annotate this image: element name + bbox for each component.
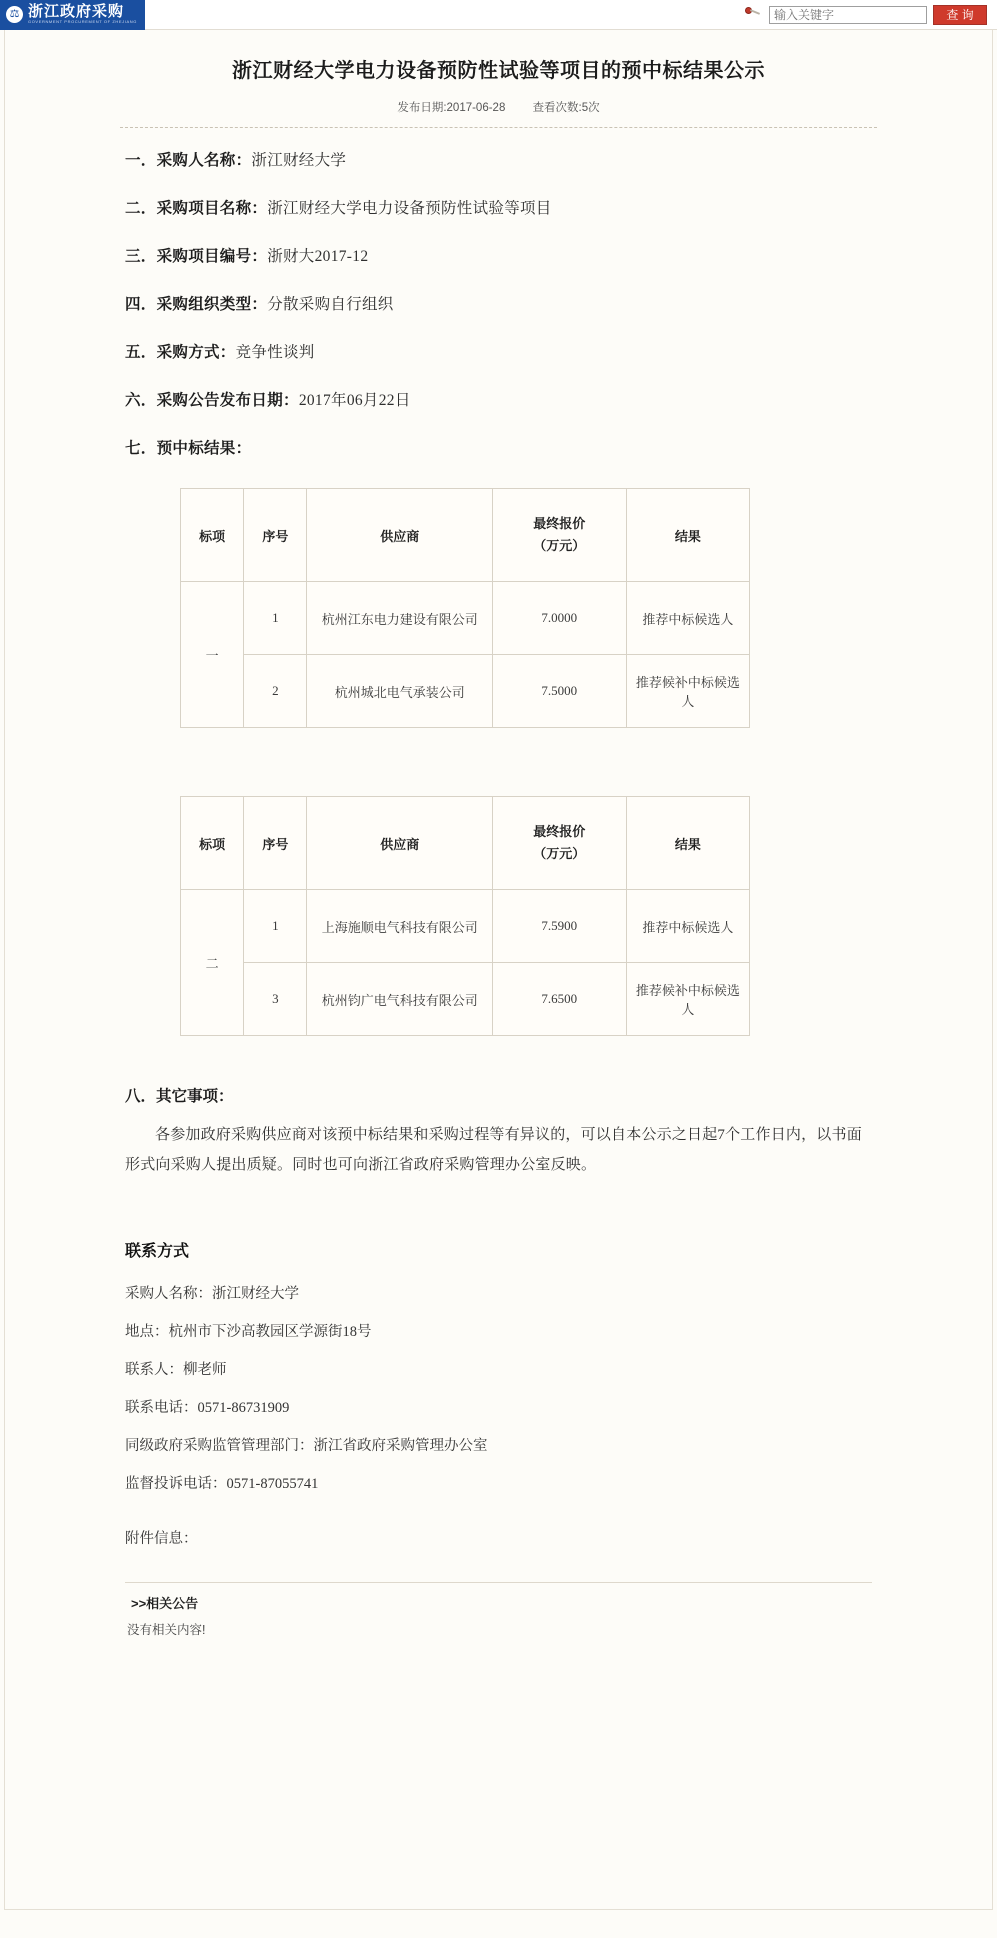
col-header-lot: 标项 (181, 797, 244, 890)
cell-seq: 2 (244, 655, 307, 728)
col-header-result: 结果 (626, 489, 749, 582)
logo-text: 浙江政府采购 (28, 3, 125, 20)
cell-supplier: 杭州钧广电气科技有限公司 (307, 963, 493, 1036)
cell-result: 推荐中标候选人 (626, 890, 749, 963)
other-matters-title: 八．其它事项： (125, 1088, 234, 1105)
col-header-seq: 序号 (244, 797, 307, 890)
list-item (125, 436, 872, 462)
cell-price: 7.6500 (492, 963, 626, 1036)
col-header-price-line1: 最终报价 (533, 516, 586, 531)
item-value: 竞争性谈判 (235, 344, 315, 361)
related-title: >>相关公告 (131, 1596, 199, 1611)
item-value: 浙江财经大学电力设备预防性试验等项目 (267, 200, 552, 217)
cell-supplier: 上海施顺电气科技有限公司 (307, 890, 493, 963)
col-header-lot: 标项 (181, 489, 244, 582)
table-header-row (181, 489, 750, 582)
search-input[interactable] (769, 6, 927, 24)
item-label: 二．采购项目名称： (125, 200, 268, 217)
list-item (125, 148, 872, 174)
item-label: 四．采购组织类型： (125, 296, 268, 313)
col-header-price-line2: （万元） (533, 846, 586, 861)
related-announcements (125, 1582, 872, 1638)
col-header-price-line1: 最终报价 (533, 824, 586, 839)
list-item (125, 292, 872, 318)
cell-price: 7.5900 (492, 890, 626, 963)
cell-seq: 1 (244, 890, 307, 963)
contact-line: 采购人名称：浙江财经大学 (125, 1286, 299, 1302)
contact-title: 联系方式 (125, 1243, 190, 1260)
cell-supplier: 杭州城北电气承装公司 (307, 655, 493, 728)
bid-result-table (180, 796, 750, 1036)
other-matters-body: 各参加政府采购供应商对该预中标结果和采购过程等有异议的，可以自本公示之日起7个工作日内，以书面形式向采购人提出质疑。同时也可向浙江省政府采购管理办公室反映。 (125, 1127, 862, 1173)
contact-line: 地点：杭州市下沙高教园区学源街18号 (125, 1324, 372, 1340)
col-header-price (492, 489, 626, 582)
col-header-supplier: 供应商 (307, 489, 493, 582)
contact-line: 联系人：柳老师 (125, 1362, 227, 1378)
site-logo[interactable] (0, 0, 145, 30)
table-row (181, 890, 750, 963)
list-item (125, 388, 872, 414)
cell-result: 推荐中标候选人 (626, 582, 749, 655)
publish-date: 发布日期:2017-06-28 (397, 102, 506, 114)
contact-line: 监督投诉电话：0571-87055741 (125, 1476, 319, 1492)
attachment-label: 附件信息： (125, 1531, 198, 1547)
col-header-supplier: 供应商 (307, 797, 493, 890)
list-item (125, 196, 872, 222)
item-value: 分散采购自行组织 (267, 296, 394, 313)
item-label: 一．采购人名称： (125, 152, 252, 169)
search-icon (741, 6, 763, 24)
search-zone (741, 5, 987, 25)
cell-seq: 1 (244, 582, 307, 655)
article-content (5, 128, 992, 1548)
contact-line: 联系电话：0571-86731909 (125, 1400, 290, 1416)
col-header-result: 结果 (626, 797, 749, 890)
cell-seq: 3 (244, 963, 307, 1036)
bid-result-table (180, 488, 750, 728)
article-meta (5, 99, 992, 115)
item-label: 六．采购公告发布日期： (125, 392, 299, 409)
cell-supplier: 杭州江东电力建设有限公司 (307, 582, 493, 655)
logo-subtitle: GOVERNMENT PROCUREMENT OF ZHEJIANG (28, 19, 137, 24)
gov-seal-icon: ⚖ (6, 6, 23, 23)
contact-line: 同级政府采购监管管理部门：浙江省政府采购管理办公室 (125, 1438, 488, 1454)
cell-price: 7.0000 (492, 582, 626, 655)
list-item (125, 244, 872, 270)
col-header-seq: 序号 (244, 489, 307, 582)
search-button[interactable]: 查 询 (933, 5, 987, 25)
page-title: 浙江财经大学电力设备预防性试验等项目的预中标结果公示 (232, 60, 765, 82)
bid-table-2-wrap (180, 796, 872, 1036)
article-body (4, 30, 993, 1910)
top-bar (0, 0, 997, 30)
col-header-price-line2: （万元） (533, 538, 586, 553)
related-empty-text: 没有相关内容! (127, 1623, 206, 1637)
cell-result: 推荐候补中标候选人 (626, 963, 749, 1036)
item-label: 五．采购方式： (125, 344, 236, 361)
item-value: 2017年06月22日 (298, 392, 411, 409)
table-row (181, 963, 750, 1036)
table-row (181, 655, 750, 728)
list-item (125, 340, 872, 366)
view-count: 查看次数:5次 (532, 102, 600, 114)
table-row (181, 582, 750, 655)
item-value: 浙江财经大学 (251, 152, 347, 169)
cell-price: 7.5000 (492, 655, 626, 728)
item-label: 七．预中标结果： (125, 440, 252, 457)
item-value: 浙财大2017-12 (267, 248, 369, 265)
cell-lot: 二 (181, 890, 244, 1036)
col-header-price (492, 797, 626, 890)
bid-table-1-wrap (180, 488, 872, 728)
item-label: 三．采购项目编号： (125, 248, 268, 265)
cell-lot: 一 (181, 582, 244, 728)
cell-result: 推荐候补中标候选人 (626, 655, 749, 728)
table-header-row (181, 797, 750, 890)
